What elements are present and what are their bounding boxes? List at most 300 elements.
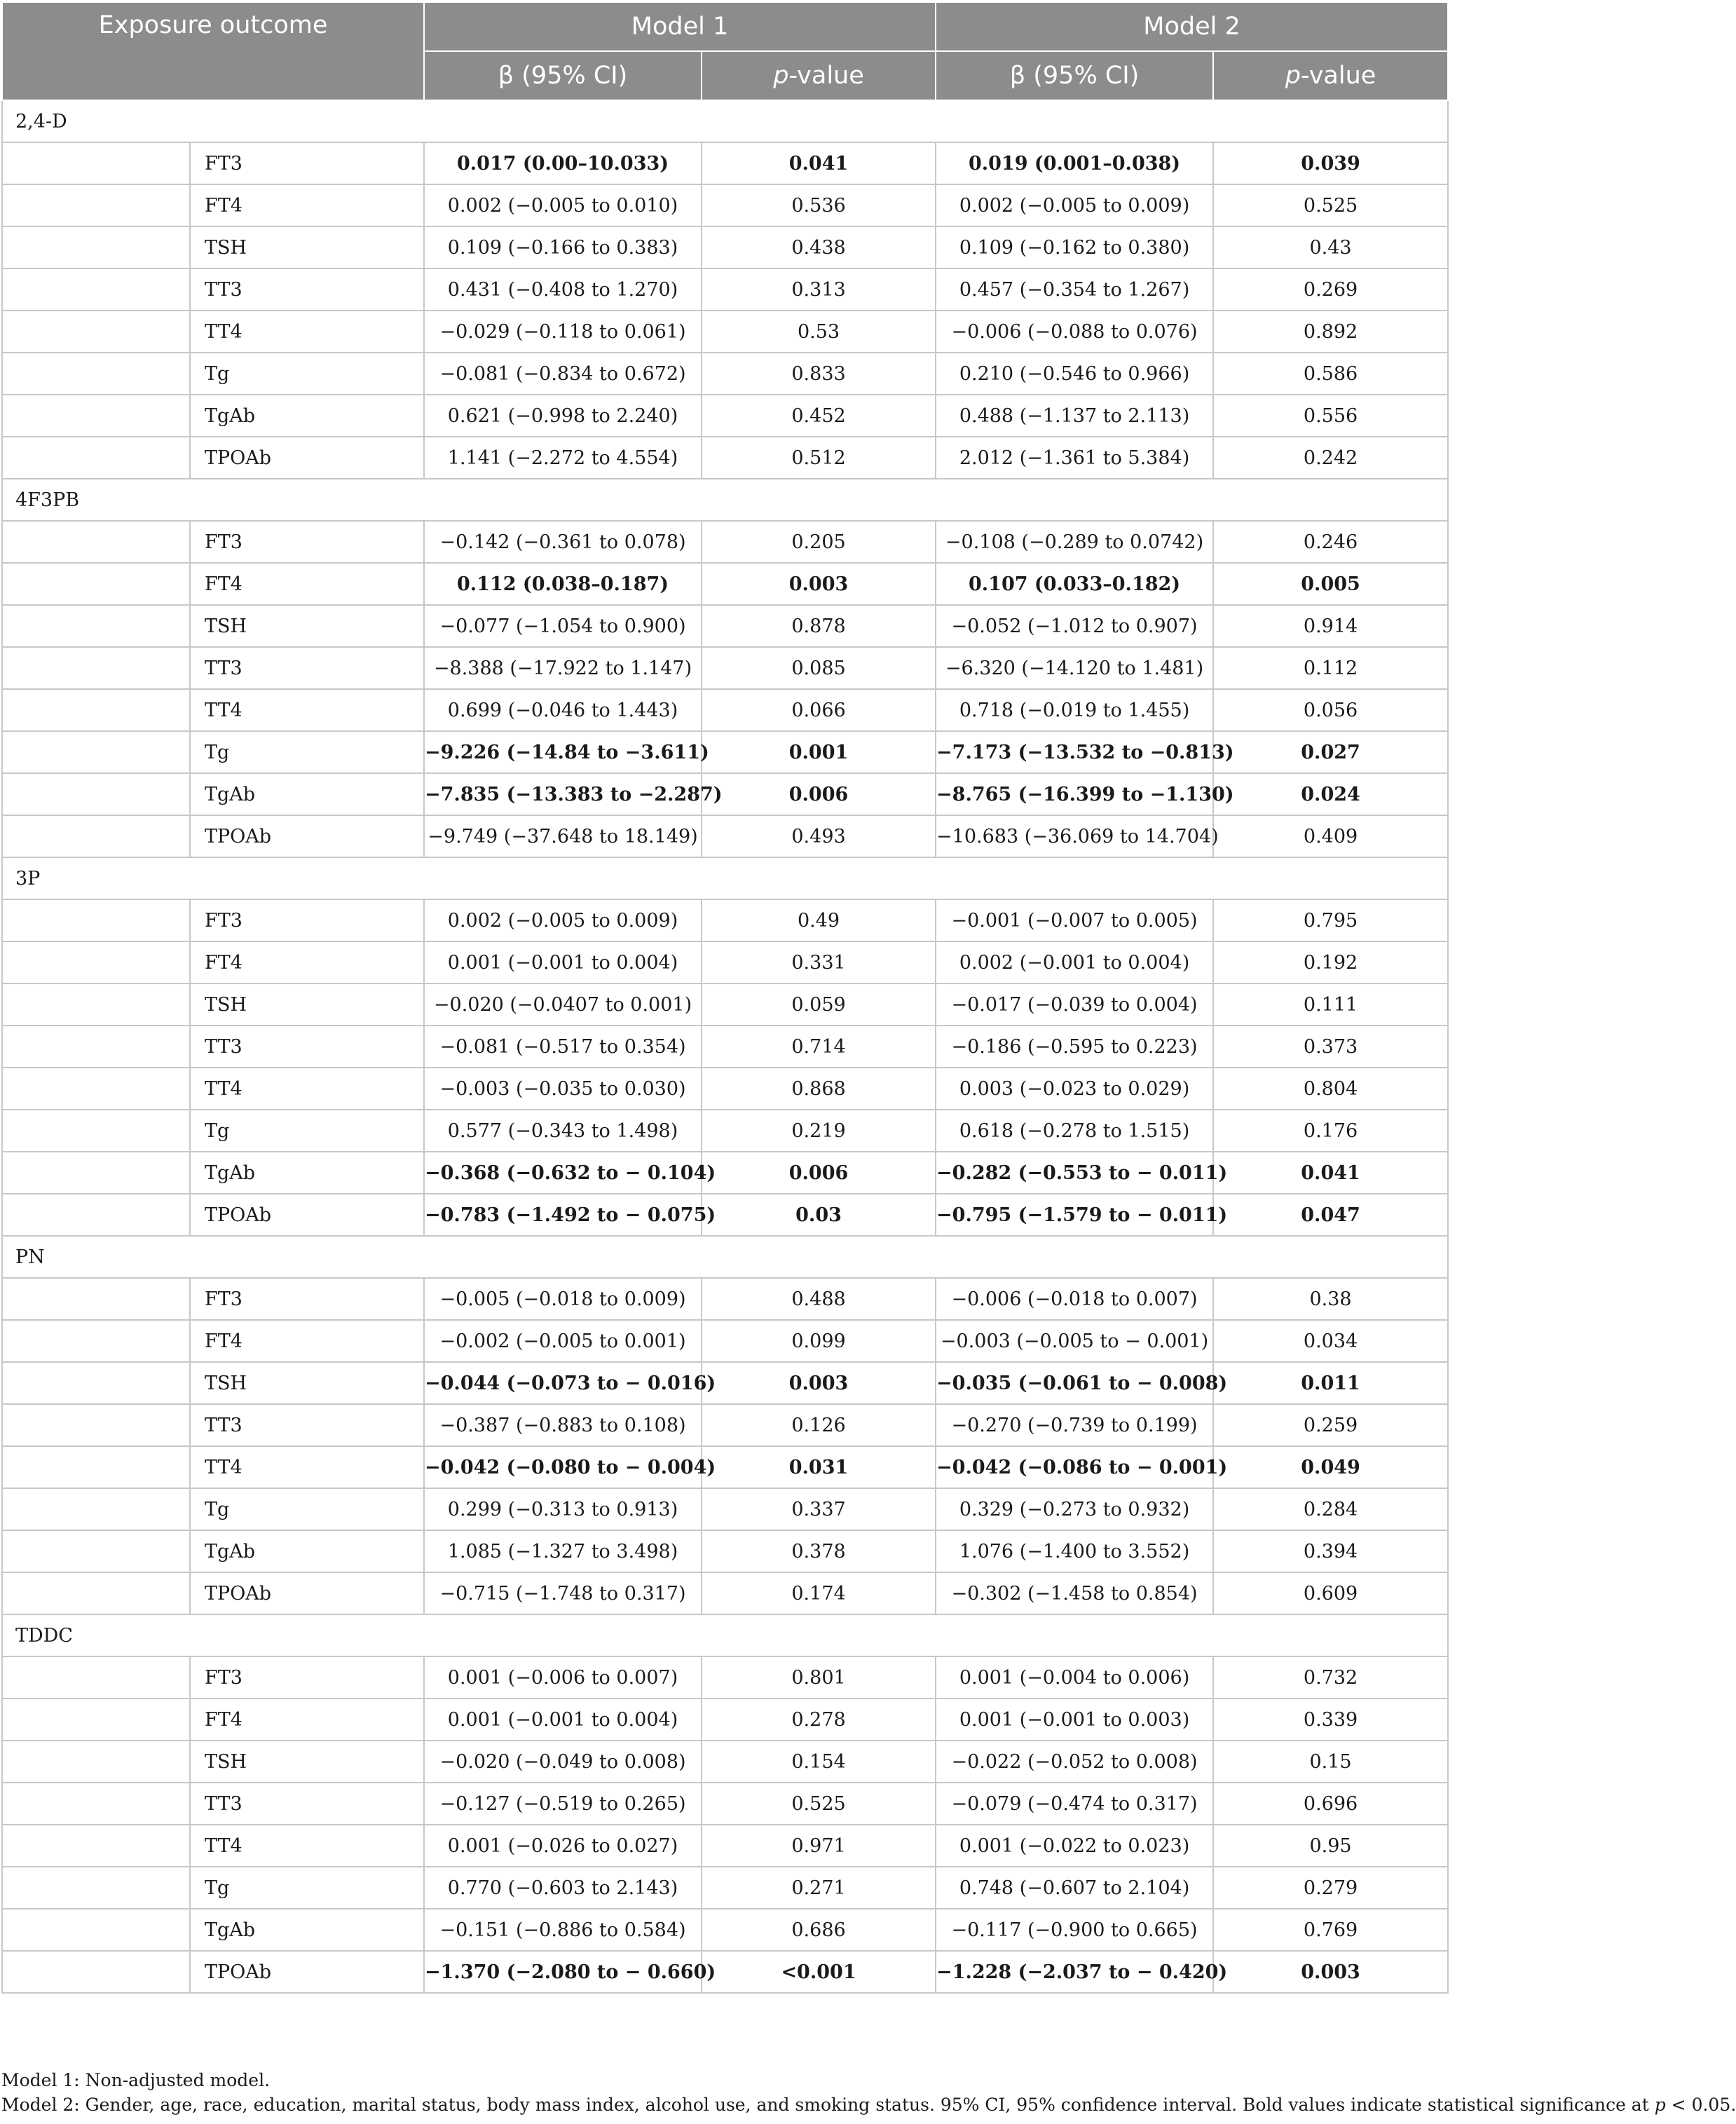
table-row (2, 1068, 1448, 1110)
model2-beta-cell: 2.012 (−1.361 to 5.384) (936, 437, 1213, 479)
model2-pvalue-cell: 0.795 (1213, 899, 1448, 941)
model1-beta-cell: −0.044 (−0.073 to − 0.016) (424, 1362, 702, 1404)
outcome-cell: FT3 (190, 899, 424, 941)
model1-pvalue-cell: 0.066 (702, 689, 936, 731)
model2-beta-cell: 0.001 (−0.022 to 0.023) (936, 1825, 1213, 1867)
table-row (2, 1783, 1448, 1825)
model2-beta-cell: 0.001 (−0.004 to 0.006) (936, 1656, 1213, 1698)
outcome-cell: TSH (190, 226, 424, 268)
table-row (2, 1446, 1448, 1488)
model2-pvalue-cell: 0.43 (1213, 226, 1448, 268)
exposure-cell-empty (2, 1404, 190, 1446)
exposure-cell-empty (2, 1867, 190, 1909)
model2-beta-cell: −0.022 (−0.052 to 0.008) (936, 1741, 1213, 1783)
outcome-cell: FT4 (190, 1698, 424, 1741)
model2-pvalue-cell: 0.027 (1213, 731, 1448, 773)
model2-beta-cell: 0.457 (−0.354 to 1.267) (936, 268, 1213, 311)
table-body (2, 100, 1448, 1993)
model1-pvalue-cell: 0.099 (702, 1320, 936, 1362)
header-model2: Model 2 (936, 2, 1448, 51)
model2-pvalue-cell: 0.269 (1213, 268, 1448, 311)
table-row (2, 1152, 1448, 1194)
exposure-cell-empty (2, 226, 190, 268)
outcome-cell: TgAb (190, 1530, 424, 1572)
group-row (2, 479, 1448, 521)
table-row (2, 1741, 1448, 1783)
exposure-label: 2,4-D (2, 100, 1448, 142)
table-row (2, 1825, 1448, 1867)
outcome-cell: Tg (190, 1110, 424, 1152)
table-row (2, 941, 1448, 983)
model2-beta-cell: 0.488 (−1.137 to 2.113) (936, 395, 1213, 437)
model2-pvalue-cell: 0.049 (1213, 1446, 1448, 1488)
exposure-cell-empty (2, 1572, 190, 1614)
header-model2-beta: β (95% CI) (936, 51, 1213, 100)
table-row (2, 1194, 1448, 1236)
exposure-cell-empty (2, 268, 190, 311)
model1-beta-cell: 0.001 (−0.001 to 0.004) (424, 1698, 702, 1741)
model2-beta-cell: 0.210 (−0.546 to 0.966) (936, 353, 1213, 395)
group-row (2, 100, 1448, 142)
model2-pvalue-cell: 0.586 (1213, 353, 1448, 395)
exposure-cell-empty (2, 1446, 190, 1488)
model2-pvalue-cell: 0.259 (1213, 1404, 1448, 1446)
outcome-cell: TPOAb (190, 1572, 424, 1614)
table-row (2, 731, 1448, 773)
exposure-cell-empty (2, 521, 190, 563)
model1-beta-cell: 0.431 (−0.408 to 1.270) (424, 268, 702, 311)
model2-beta-cell: 0.718 (−0.019 to 1.455) (936, 689, 1213, 731)
model2-pvalue-cell: 0.056 (1213, 689, 1448, 731)
exposure-cell-empty (2, 689, 190, 731)
model1-pvalue-cell: 0.488 (702, 1278, 936, 1320)
header-p-rest: -value (788, 62, 864, 90)
outcome-cell: Tg (190, 1488, 424, 1530)
exposure-label: 3P (2, 857, 1448, 899)
exposure-cell-empty (2, 353, 190, 395)
model1-beta-cell: −0.029 (−0.118 to 0.061) (424, 311, 702, 353)
model1-beta-cell: −0.005 (−0.018 to 0.009) (424, 1278, 702, 1320)
model2-pvalue-cell: 0.394 (1213, 1530, 1448, 1572)
model2-beta-cell: 1.076 (−1.400 to 3.552) (936, 1530, 1213, 1572)
model1-pvalue-cell: 0.452 (702, 395, 936, 437)
outcome-cell: TT4 (190, 1446, 424, 1488)
model1-beta-cell: −0.020 (−0.0407 to 0.001) (424, 983, 702, 1026)
model2-pvalue-cell: 0.914 (1213, 605, 1448, 647)
table-row (2, 226, 1448, 268)
table-row (2, 311, 1448, 353)
model1-pvalue-cell: 0.154 (702, 1741, 936, 1783)
model1-pvalue-cell: 0.49 (702, 899, 936, 941)
exposure-cell-empty (2, 437, 190, 479)
model1-pvalue-cell: 0.278 (702, 1698, 936, 1741)
model2-pvalue-cell: 0.409 (1213, 815, 1448, 857)
table-row (2, 647, 1448, 689)
outcome-cell: FT4 (190, 1320, 424, 1362)
exposure-cell-empty (2, 899, 190, 941)
model1-beta-cell: −0.081 (−0.834 to 0.672) (424, 353, 702, 395)
exposure-cell-empty (2, 1783, 190, 1825)
model2-pvalue-cell: 0.047 (1213, 1194, 1448, 1236)
table-row (2, 1867, 1448, 1909)
model2-beta-cell: 0.107 (0.033–0.182) (936, 563, 1213, 605)
exposure-cell-empty (2, 563, 190, 605)
exposure-cell-empty (2, 1698, 190, 1741)
model2-beta-cell: −0.006 (−0.018 to 0.007) (936, 1278, 1213, 1320)
exposure-cell-empty (2, 1909, 190, 1951)
model1-pvalue-cell: 0.801 (702, 1656, 936, 1698)
model2-pvalue-cell: 0.609 (1213, 1572, 1448, 1614)
table-row (2, 437, 1448, 479)
model2-beta-cell: 0.019 (0.001–0.038) (936, 142, 1213, 184)
model2-pvalue-cell: 0.95 (1213, 1825, 1448, 1867)
exposure-cell-empty (2, 605, 190, 647)
model1-pvalue-cell: 0.271 (702, 1867, 936, 1909)
model1-beta-cell: −0.151 (−0.886 to 0.584) (424, 1909, 702, 1951)
exposure-label: 4F3PB (2, 479, 1448, 521)
outcome-cell: TPOAb (190, 1951, 424, 1993)
footnote-p-letter: p (1654, 2095, 1666, 2115)
outcome-cell: FT3 (190, 521, 424, 563)
model1-beta-cell: −9.749 (−37.648 to 18.149) (424, 815, 702, 857)
exposure-label: PN (2, 1236, 1448, 1278)
table-row (2, 1951, 1448, 1993)
model2-pvalue-cell: 0.279 (1213, 1867, 1448, 1909)
exposure-cell-empty (2, 311, 190, 353)
model1-pvalue-cell: 0.205 (702, 521, 936, 563)
outcome-cell: Tg (190, 1867, 424, 1909)
table-row (2, 1909, 1448, 1951)
model2-pvalue-cell: 0.38 (1213, 1278, 1448, 1320)
table-row (2, 1026, 1448, 1068)
model1-beta-cell: −0.368 (−0.632 to − 0.104) (424, 1152, 702, 1194)
table-row (2, 1572, 1448, 1614)
exposure-cell-empty (2, 647, 190, 689)
table-row (2, 353, 1448, 395)
group-row (2, 857, 1448, 899)
model1-beta-cell: 1.085 (−1.327 to 3.498) (424, 1530, 702, 1572)
table-row (2, 605, 1448, 647)
table-row (2, 815, 1448, 857)
outcome-cell: TSH (190, 983, 424, 1026)
table-row (2, 268, 1448, 311)
outcome-cell: TPOAb (190, 437, 424, 479)
model2-beta-cell: 0.003 (−0.023 to 0.029) (936, 1068, 1213, 1110)
model2-beta-cell: −0.017 (−0.039 to 0.004) (936, 983, 1213, 1026)
model1-pvalue-cell: 0.833 (702, 353, 936, 395)
model1-pvalue-cell: 0.53 (702, 311, 936, 353)
outcome-cell: Tg (190, 353, 424, 395)
outcome-cell: TT3 (190, 1026, 424, 1068)
model1-beta-cell: −0.142 (−0.361 to 0.078) (424, 521, 702, 563)
exposure-cell-empty (2, 1656, 190, 1698)
model2-pvalue-cell: 0.246 (1213, 521, 1448, 563)
model1-beta-cell: −0.783 (−1.492 to − 0.075) (424, 1194, 702, 1236)
outcome-cell: TgAb (190, 773, 424, 815)
model1-beta-cell: −0.077 (−1.054 to 0.900) (424, 605, 702, 647)
table-row (2, 1656, 1448, 1698)
model1-pvalue-cell: 0.006 (702, 1152, 936, 1194)
model2-pvalue-cell: 0.15 (1213, 1741, 1448, 1783)
model2-beta-cell: 0.002 (−0.001 to 0.004) (936, 941, 1213, 983)
exposure-label: TDDC (2, 1614, 1448, 1656)
outcome-cell: Tg (190, 731, 424, 773)
model2-beta-cell: 0.618 (−0.278 to 1.515) (936, 1110, 1213, 1152)
exposure-cell-empty (2, 184, 190, 226)
exposure-cell-empty (2, 1278, 190, 1320)
outcome-cell: TPOAb (190, 1194, 424, 1236)
model1-pvalue-cell: 0.006 (702, 773, 936, 815)
model1-beta-cell: 0.001 (−0.026 to 0.027) (424, 1825, 702, 1867)
model2-pvalue-cell: 0.003 (1213, 1951, 1448, 1993)
model2-beta-cell: −0.035 (−0.061 to − 0.008) (936, 1362, 1213, 1404)
table-row (2, 1362, 1448, 1404)
model1-beta-cell: −0.002 (−0.005 to 0.001) (424, 1320, 702, 1362)
table-row (2, 184, 1448, 226)
table-row (2, 1278, 1448, 1320)
model2-beta-cell: −0.001 (−0.007 to 0.005) (936, 899, 1213, 941)
model1-beta-cell: 0.621 (−0.998 to 2.240) (424, 395, 702, 437)
header-p-letter: p (773, 62, 789, 90)
model2-beta-cell: 0.001 (−0.001 to 0.003) (936, 1698, 1213, 1741)
model1-pvalue-cell: 0.337 (702, 1488, 936, 1530)
exposure-cell-empty (2, 1152, 190, 1194)
model1-pvalue-cell: 0.003 (702, 1362, 936, 1404)
model1-pvalue-cell: 0.313 (702, 268, 936, 311)
exposure-cell-empty (2, 395, 190, 437)
model1-beta-cell: 0.002 (−0.005 to 0.009) (424, 899, 702, 941)
table-row (2, 1110, 1448, 1152)
model2-pvalue-cell: 0.769 (1213, 1909, 1448, 1951)
model1-pvalue-cell: 0.868 (702, 1068, 936, 1110)
exposure-cell-empty (2, 1026, 190, 1068)
model1-beta-cell: −0.715 (−1.748 to 0.317) (424, 1572, 702, 1614)
model1-beta-cell: −0.003 (−0.035 to 0.030) (424, 1068, 702, 1110)
model1-beta-cell: −1.370 (−2.080 to − 0.660) (424, 1951, 702, 1993)
model2-beta-cell: −6.320 (−14.120 to 1.481) (936, 647, 1213, 689)
model2-pvalue-cell: 0.034 (1213, 1320, 1448, 1362)
outcome-cell: TT3 (190, 647, 424, 689)
model1-beta-cell: −0.387 (−0.883 to 0.108) (424, 1404, 702, 1446)
header-model1-pvalue (702, 51, 936, 100)
model2-pvalue-cell: 0.339 (1213, 1698, 1448, 1741)
model2-beta-cell: −0.282 (−0.553 to − 0.011) (936, 1152, 1213, 1194)
model2-pvalue-cell: 0.804 (1213, 1068, 1448, 1110)
table-row (2, 1404, 1448, 1446)
exposure-cell-empty (2, 1488, 190, 1530)
model1-beta-cell: −0.042 (−0.080 to − 0.004) (424, 1446, 702, 1488)
model2-pvalue-cell: 0.039 (1213, 142, 1448, 184)
outcome-cell: TT3 (190, 268, 424, 311)
model1-pvalue-cell: 0.714 (702, 1026, 936, 1068)
model2-pvalue-cell: 0.892 (1213, 311, 1448, 353)
results-table (1, 1, 1449, 1994)
header-model1-beta: β (95% CI) (424, 51, 702, 100)
exposure-cell-empty (2, 1110, 190, 1152)
model1-pvalue-cell: 0.536 (702, 184, 936, 226)
table-row (2, 1488, 1448, 1530)
model2-beta-cell: −0.052 (−1.012 to 0.907) (936, 605, 1213, 647)
footnote-model2-end: < 0.05. (1665, 2095, 1736, 2115)
exposure-cell-empty (2, 983, 190, 1026)
table-row (2, 1698, 1448, 1741)
table-row (2, 1530, 1448, 1572)
outcome-cell: TSH (190, 1362, 424, 1404)
model2-beta-cell: 0.002 (−0.005 to 0.009) (936, 184, 1213, 226)
model1-beta-cell: 0.770 (−0.603 to 2.143) (424, 1867, 702, 1909)
outcome-cell: FT4 (190, 184, 424, 226)
model1-beta-cell: −8.388 (−17.922 to 1.147) (424, 647, 702, 689)
footnote-model2 (1, 2095, 1736, 2115)
exposure-cell-empty (2, 1951, 190, 1993)
model2-pvalue-cell: 0.373 (1213, 1026, 1448, 1068)
model1-pvalue-cell: 0.059 (702, 983, 936, 1026)
model2-pvalue-cell: 0.111 (1213, 983, 1448, 1026)
outcome-cell: TT4 (190, 689, 424, 731)
table-row (2, 899, 1448, 941)
model1-pvalue-cell: 0.126 (702, 1404, 936, 1446)
outcome-cell: TgAb (190, 1152, 424, 1194)
model1-pvalue-cell: 0.041 (702, 142, 936, 184)
exposure-cell-empty (2, 1320, 190, 1362)
exposure-cell-empty (2, 1068, 190, 1110)
outcome-cell: TT3 (190, 1404, 424, 1446)
model2-pvalue-cell: 0.176 (1213, 1110, 1448, 1152)
model1-pvalue-cell: 0.971 (702, 1825, 936, 1867)
table-row (2, 142, 1448, 184)
outcome-cell: TT4 (190, 311, 424, 353)
model2-pvalue-cell: 0.732 (1213, 1656, 1448, 1698)
model1-beta-cell: 0.299 (−0.313 to 0.913) (424, 1488, 702, 1530)
outcome-cell: TT3 (190, 1783, 424, 1825)
model2-pvalue-cell: 0.005 (1213, 563, 1448, 605)
exposure-cell-empty (2, 1194, 190, 1236)
model1-pvalue-cell: 0.085 (702, 647, 936, 689)
group-row (2, 1236, 1448, 1278)
outcome-cell: TSH (190, 1741, 424, 1783)
model2-beta-cell: −0.079 (−0.474 to 0.317) (936, 1783, 1213, 1825)
model2-pvalue-cell: 0.242 (1213, 437, 1448, 479)
model2-beta-cell: 0.329 (−0.273 to 0.932) (936, 1488, 1213, 1530)
model1-pvalue-cell: 0.493 (702, 815, 936, 857)
outcome-cell: TPOAb (190, 815, 424, 857)
outcome-cell: TgAb (190, 395, 424, 437)
header-p-letter: p (1285, 62, 1301, 90)
outcome-cell: FT3 (190, 142, 424, 184)
outcome-cell: FT4 (190, 563, 424, 605)
outcome-cell: TgAb (190, 1909, 424, 1951)
model1-beta-cell: −0.127 (−0.519 to 0.265) (424, 1783, 702, 1825)
model2-beta-cell: −0.117 (−0.900 to 0.665) (936, 1909, 1213, 1951)
table-row (2, 521, 1448, 563)
model2-beta-cell: −8.765 (−16.399 to −1.130) (936, 773, 1213, 815)
table-row (2, 983, 1448, 1026)
footnote-model1: Model 1: Non-adjusted model. (1, 2070, 271, 2090)
model2-beta-cell: −0.270 (−0.739 to 0.199) (936, 1404, 1213, 1446)
group-row (2, 1614, 1448, 1656)
model1-pvalue-cell: 0.219 (702, 1110, 936, 1152)
model2-beta-cell: −0.108 (−0.289 to 0.0742) (936, 521, 1213, 563)
exposure-cell-empty (2, 815, 190, 857)
exposure-cell-empty (2, 1825, 190, 1867)
model2-beta-cell: 0.748 (−0.607 to 2.104) (936, 1867, 1213, 1909)
model2-beta-cell: −0.003 (−0.005 to − 0.001) (936, 1320, 1213, 1362)
header-model1: Model 1 (424, 2, 936, 51)
model1-pvalue-cell: 0.878 (702, 605, 936, 647)
model2-beta-cell: −0.042 (−0.086 to − 0.001) (936, 1446, 1213, 1488)
exposure-cell-empty (2, 1530, 190, 1572)
exposure-cell-empty (2, 1362, 190, 1404)
model1-beta-cell: 1.141 (−2.272 to 4.554) (424, 437, 702, 479)
header-p-rest: -value (1301, 62, 1376, 90)
exposure-cell-empty (2, 773, 190, 815)
model2-beta-cell: −1.228 (−2.037 to − 0.420) (936, 1951, 1213, 1993)
model2-pvalue-cell: 0.696 (1213, 1783, 1448, 1825)
model1-pvalue-cell: 0.031 (702, 1446, 936, 1488)
footnote-model2-text: Model 2: Gender, age, race, education, marital status, body mass index, alcohol use, and smoking status. 95% CI, 95% confidence interval. Bold values indicate statistical significance at (1, 2095, 1655, 2115)
model2-beta-cell: −0.302 (−1.458 to 0.854) (936, 1572, 1213, 1614)
model1-beta-cell: 0.017 (0.00–10.033) (424, 142, 702, 184)
model2-beta-cell: −7.173 (−13.532 to −0.813) (936, 731, 1213, 773)
outcome-cell: TSH (190, 605, 424, 647)
model1-pvalue-cell: 0.174 (702, 1572, 936, 1614)
model2-beta-cell: −10.683 (−36.069 to 14.704) (936, 815, 1213, 857)
model2-beta-cell: −0.795 (−1.579 to − 0.011) (936, 1194, 1213, 1236)
model1-pvalue-cell: 0.03 (702, 1194, 936, 1236)
outcome-cell: FT3 (190, 1278, 424, 1320)
model1-beta-cell: −0.081 (−0.517 to 0.354) (424, 1026, 702, 1068)
model1-beta-cell: 0.109 (−0.166 to 0.383) (424, 226, 702, 268)
model1-pvalue-cell: 0.512 (702, 437, 936, 479)
outcome-cell: FT4 (190, 941, 424, 983)
model1-pvalue-cell: 0.001 (702, 731, 936, 773)
model1-pvalue-cell: 0.438 (702, 226, 936, 268)
model1-beta-cell: −0.020 (−0.049 to 0.008) (424, 1741, 702, 1783)
model2-beta-cell: −0.186 (−0.595 to 0.223) (936, 1026, 1213, 1068)
model2-pvalue-cell: 0.284 (1213, 1488, 1448, 1530)
model2-beta-cell: −0.006 (−0.088 to 0.076) (936, 311, 1213, 353)
outcome-cell: FT3 (190, 1656, 424, 1698)
table-row (2, 689, 1448, 731)
model2-pvalue-cell: 0.525 (1213, 184, 1448, 226)
model1-pvalue-cell: 0.378 (702, 1530, 936, 1572)
model1-beta-cell: 0.699 (−0.046 to 1.443) (424, 689, 702, 731)
model1-beta-cell: −9.226 (−14.84 to −3.611) (424, 731, 702, 773)
model2-pvalue-cell: 0.192 (1213, 941, 1448, 983)
header-exposure-outcome: Exposure outcome (2, 2, 424, 100)
table-row (2, 395, 1448, 437)
table-row (2, 773, 1448, 815)
model2-pvalue-cell: 0.041 (1213, 1152, 1448, 1194)
table-row (2, 1320, 1448, 1362)
model1-beta-cell: 0.001 (−0.006 to 0.007) (424, 1656, 702, 1698)
model1-beta-cell: −7.835 (−13.383 to −2.287) (424, 773, 702, 815)
model1-pvalue-cell: <0.001 (702, 1951, 936, 1993)
model2-pvalue-cell: 0.112 (1213, 647, 1448, 689)
header-model2-pvalue (1213, 51, 1448, 100)
model1-pvalue-cell: 0.331 (702, 941, 936, 983)
exposure-cell-empty (2, 941, 190, 983)
table-header (2, 2, 1448, 100)
outcome-cell: TT4 (190, 1068, 424, 1110)
model1-pvalue-cell: 0.525 (702, 1783, 936, 1825)
table-row (2, 563, 1448, 605)
model2-pvalue-cell: 0.556 (1213, 395, 1448, 437)
model1-beta-cell: 0.002 (−0.005 to 0.010) (424, 184, 702, 226)
model1-beta-cell: 0.577 (−0.343 to 1.498) (424, 1110, 702, 1152)
model2-beta-cell: 0.109 (−0.162 to 0.380) (936, 226, 1213, 268)
model2-pvalue-cell: 0.011 (1213, 1362, 1448, 1404)
